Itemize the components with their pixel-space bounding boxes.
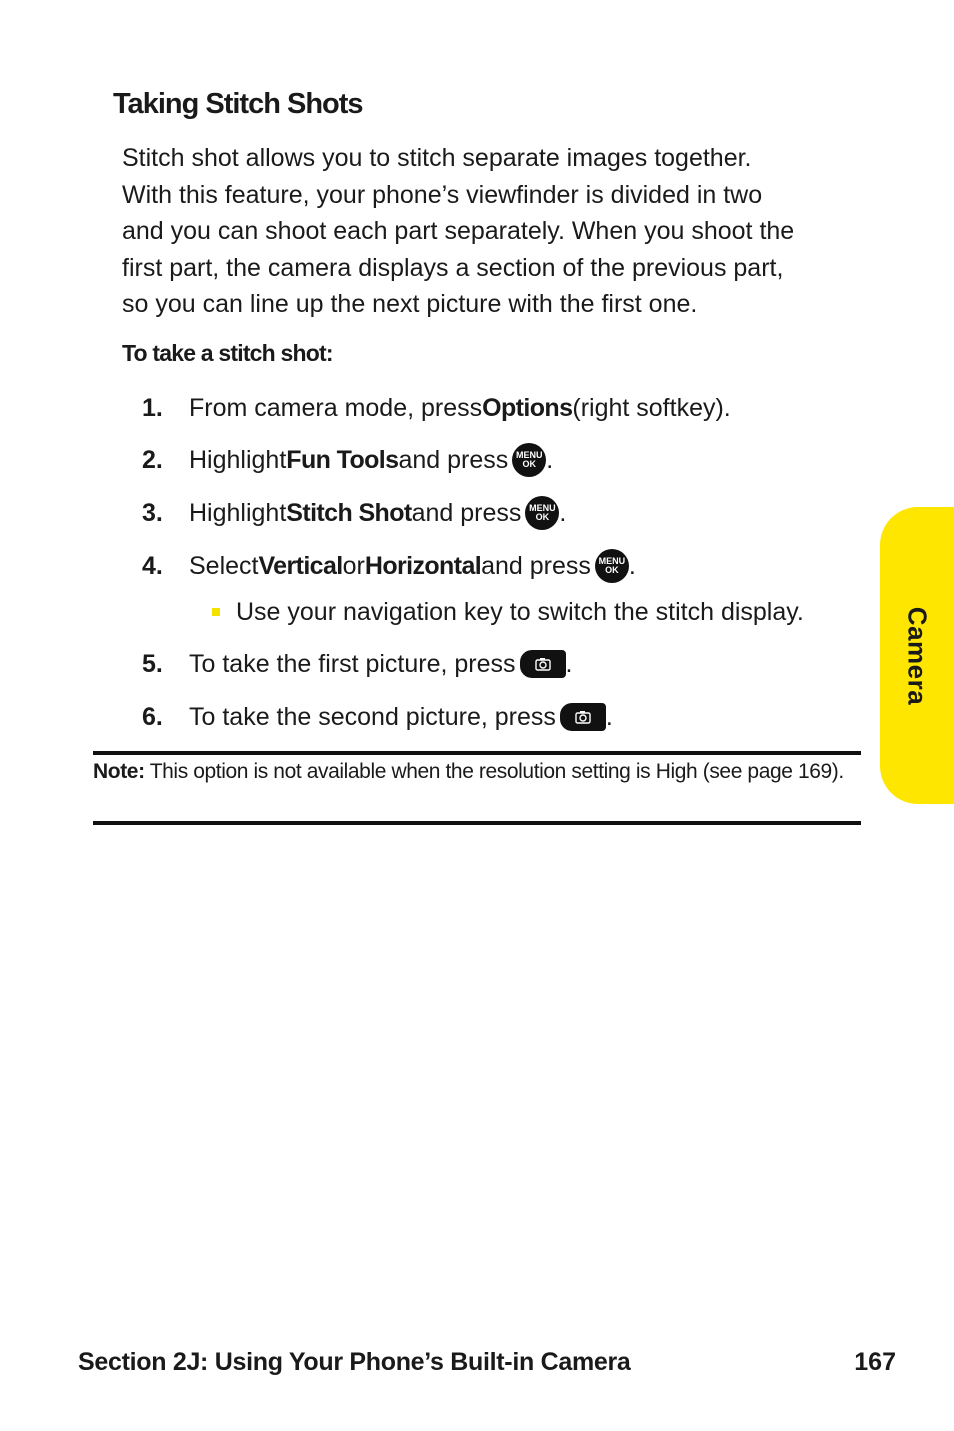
camera-key-icon: [520, 650, 566, 678]
bullet-square-icon: [212, 608, 220, 616]
step-3: [142, 493, 566, 533]
step-number: 6.: [142, 702, 163, 731]
step-key-label: Horizontal: [364, 551, 482, 580]
note-bottom-rule: [93, 821, 861, 825]
page-heading: Taking Stitch Shots: [113, 88, 363, 120]
step-4: [142, 546, 636, 586]
procedure-subhead: To take a stitch shot:: [122, 340, 333, 366]
step-text: .: [559, 498, 567, 527]
bullet-text: Use your navigation key to switch the stitch display.: [236, 597, 804, 626]
step-text: (right softkey).: [572, 393, 731, 422]
step-text: .: [628, 551, 636, 580]
step-number: 2.: [142, 445, 163, 474]
step-text: To take the first picture, press: [189, 649, 516, 678]
note-text: This option is not available when the resolution setting is High (see page 169).: [144, 760, 844, 783]
intro-line: so you can line up the next picture with the first one.: [122, 290, 698, 318]
intro-line: first part, the camera displays a section of the previous part,: [122, 253, 784, 282]
step-1: [142, 388, 731, 428]
menu-ok-key-icon: MENU OK: [512, 443, 546, 477]
menu-ok-key-icon: MENU OK: [595, 549, 629, 583]
step-number: 4.: [142, 551, 163, 580]
side-tab-label: Camera: [902, 606, 933, 705]
step-text: .: [546, 445, 554, 474]
intro-line: and you can shoot each part separately. When you shoot the: [122, 217, 795, 245]
note-label: Note:: [93, 760, 145, 783]
intro-line: With this feature, your phone’s viewfinder is divided in two: [122, 180, 763, 209]
camera-key-icon: [560, 703, 606, 731]
intro-line: Stitch shot allows you to stitch separate images together.: [122, 144, 752, 172]
step-key-label: Vertical: [258, 551, 343, 580]
step-number: 5.: [142, 649, 163, 678]
intro-paragraph: [122, 140, 852, 323]
step-text: Highlight: [189, 445, 287, 474]
step-text: .: [565, 649, 573, 678]
step-text: and press: [398, 445, 509, 474]
step-text: and press: [481, 551, 591, 580]
step-key-label: Stitch Shot: [286, 498, 412, 527]
note-top-rule: [93, 751, 861, 755]
step-5: [142, 644, 572, 684]
section-side-tab: [880, 507, 954, 804]
note-box: [93, 757, 853, 787]
footer-page-number: 167: [854, 1348, 896, 1376]
step-number: 1.: [142, 393, 163, 422]
step-4-bullet: [212, 592, 804, 632]
step-text: Highlight: [189, 498, 287, 527]
footer-section-title: Section 2J: Using Your Phone’s Built-in Camera: [78, 1348, 631, 1376]
step-text: .: [605, 702, 613, 731]
step-6: [142, 697, 613, 737]
step-text: To take the second picture, press: [189, 702, 556, 731]
step-text: or: [342, 551, 365, 580]
step-key-label: Options: [482, 393, 573, 422]
step-number: 3.: [142, 498, 163, 527]
step-text: and press: [411, 498, 522, 527]
menu-ok-key-icon: MENU OK: [525, 496, 559, 530]
step-text: Select: [189, 551, 259, 580]
step-2: [142, 440, 553, 480]
step-key-label: Fun Tools: [286, 445, 399, 474]
step-text: From camera mode, press: [189, 393, 483, 422]
